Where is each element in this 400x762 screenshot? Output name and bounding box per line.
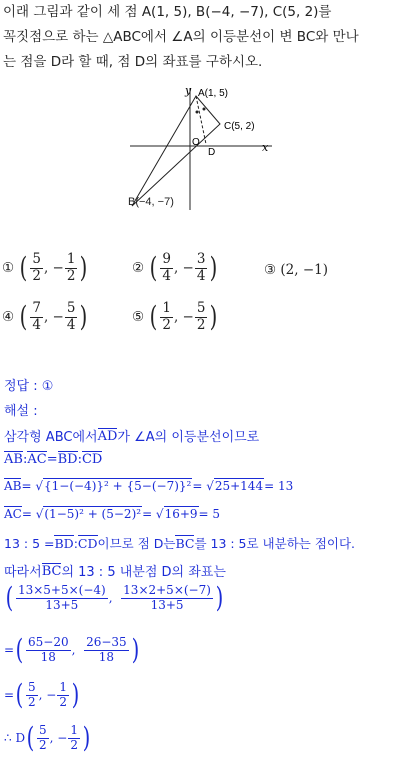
label-a: A(1, 5) (198, 88, 229, 99)
label-d: D (208, 147, 216, 158)
solution-line-5: 13 : 5 = BD : CD 이므로 점 D는 BC 를 13 : 5로 내분하는 점이다. (4, 535, 356, 551)
question-line-1: 이래 그림과 같이 세 점 A(1, 5), B(−4, −7), C(5, 2)를 (3, 4, 332, 20)
label-c: C(5, 2) (224, 121, 255, 132)
angle-mark-2 (203, 108, 206, 111)
solution-line-6: 따라서 BC 의 13 : 5 내분점 D의 좌표는 (4, 563, 226, 580)
question-line-3: 는 점을 D라 할 때, 점 D의 좌표를 구하시오. (3, 54, 263, 70)
question-line-2: 꼭짓점으로 하는 △ABC에서 ∠A의 이등분선이 변 BC와 만나 (3, 29, 359, 45)
choice-1[interactable]: ① ( $\frac{5}{2}$ , − $\frac{1}{2}$ ) (2, 251, 88, 285)
solution-line-3: AB = √ {1−(−4)}² + {5−(−7)}² = √ 25+144 = 13 (4, 478, 294, 493)
coordinate-simplified: = ( $\frac{65-20}{18}$ , $\frac{26-35}{18}$ ) (4, 633, 139, 667)
angle-mark-1 (196, 111, 199, 114)
axis-label-x: x (262, 141, 269, 154)
choice-3[interactable]: ③ (2, −1) (264, 262, 329, 278)
explanation-heading: 해설 : (4, 404, 38, 419)
answer-line: 정답 : ① (4, 379, 54, 394)
choice-5[interactable]: ⑤ ( $\frac{1}{2}$ , − $\frac{5}{2}$ ) (132, 300, 218, 334)
solution-line-2: AB : AC = BD : CD (4, 451, 103, 467)
choice-4[interactable]: ④ ( $\frac{7}{4}$ , − $\frac{5}{4}$ ) (2, 300, 88, 334)
coordinate-formula: ( $\frac{13\times 5+5\times(-4)}{13+5}$ , $\frac{13\times 2+5\times(-7)}{13+5}$ ) (5, 581, 224, 615)
coordinate-reduced: = ( $\frac{5}{2}$ , − $\frac{1}{2}$ ) (4, 678, 80, 712)
solution-line-1: 삼각형 ABC에서 AD 가 ∠A의 이등분선이므로 (4, 428, 260, 445)
label-b: B(−4, −7) (128, 196, 174, 208)
axis-label-y: y (185, 84, 192, 97)
choice-2[interactable]: ② ( $\frac{9}{4}$ , − $\frac{3}{4}$ ) (132, 251, 218, 285)
triangle-abc (132, 96, 220, 206)
coordinate-figure (120, 82, 280, 212)
solution-line-4: AC = √ (1−5)² + (5−2)² = √ 16+9 = 5 (4, 506, 221, 521)
final-answer: ∴ D ( $\frac{5}{2}$ , − $\frac{1}{2}$ ) (4, 721, 91, 755)
label-origin: O (192, 137, 200, 148)
